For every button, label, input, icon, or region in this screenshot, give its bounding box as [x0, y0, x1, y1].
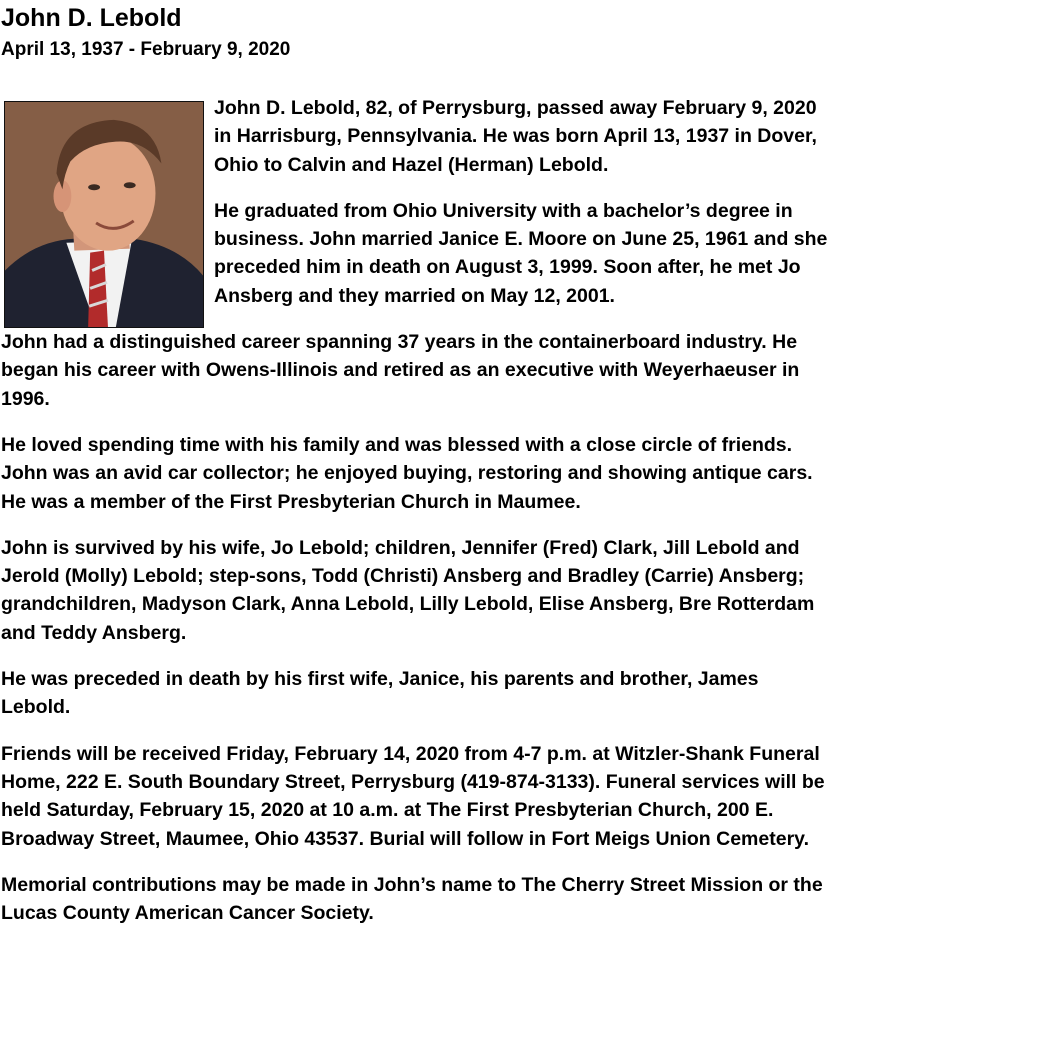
life-dates: April 13, 1937 - February 9, 2020 [1, 39, 291, 60]
obituary-paragraph: John D. Lebold, 82, of Perrysburg, passed away February 9, 2020 in Harrisburg, Pennsylvania. He was born April 13, 1937 in Dover, Ohio to Calvin and Hazel (Herman) Lebold. [214, 97, 817, 176]
obituary-body [1, 94, 831, 945]
obituary-paragraph: John is survived by his wife, Jo Lebold; children, Jennifer (Fred) Clark, Jill Lebold and Jerold (Molly) Lebold; step-sons, Todd (Christi) Ansberg and Bradley (Carrie) Ansberg; grandchildren, Madyson Clark, Anna Lebold, Lilly Lebold, Elise Ansberg, Bre Rotterdam and Teddy Ansberg. [1, 536, 815, 644]
decedent-name: John D. Lebold [1, 4, 182, 32]
obituary-paragraph: John had a distinguished career spanning 37 years in the containerboard industry. He began his career with Owens-Illinois and retired as an executive with Weyerhaeuser in 1996. [1, 331, 800, 410]
portrait-photo [4, 101, 204, 328]
obituary-paragraph: He graduated from Ohio University with a bachelor’s degree in business. John married Janice E. Moore on June 25, 1961 and she preceded him in death on August 3, 1999. Soon after, he met Jo Ansberg and they married on May 12, 2001. [214, 199, 828, 307]
obituary-paragraph: Friends will be received Friday, February 14, 2020 from 4-7 p.m. at Witzler-Shank Funeral Home, 222 E. South Boundary Street, Perrysburg (419-874-3133). Funeral services will be held Saturday, February 15, 2020 at 10 a.m. at The First Presbyterian Church, 200 E. Broadway Street, Maumee, Ohio 43537. Burial will follow in Fort Meigs Union Cemetery. [1, 742, 825, 850]
obituary-paragraph: Memorial contributions may be made in John’s name to The Cherry Street Mission or the Lucas County American Cancer Society. [1, 873, 823, 925]
obituary-paragraph: He was preceded in death by his first wife, Janice, his parents and brother, James Lebold. [1, 668, 759, 719]
portrait-icon [5, 102, 203, 327]
obituary-paragraph: He loved spending time with his family and was blessed with a close circle of friends. John was an avid car collector; he enjoyed buying, restoring and showing antique cars. He was a member of the First Presbyterian Church in Maumee. [1, 433, 813, 513]
